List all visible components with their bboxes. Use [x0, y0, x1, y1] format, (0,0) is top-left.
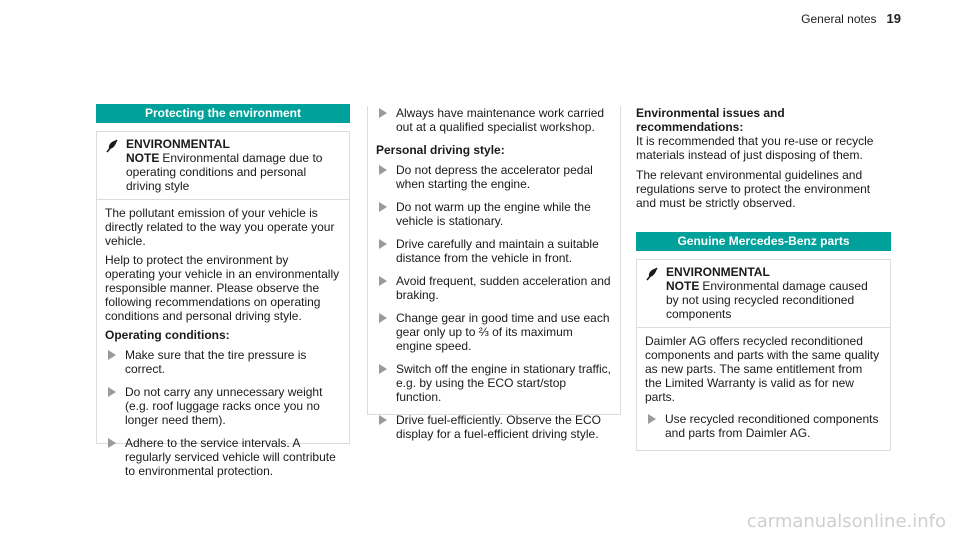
operating-conditions-heading: Operating conditions:: [105, 328, 230, 342]
bullet-arrow-icon: [108, 438, 116, 448]
bullet-arrow-icon: [379, 108, 387, 118]
note-text: Environmental damage due to operating conditions and personal driving style: [126, 151, 323, 193]
note-text: Environmental damage caused by not using recycled reconditioned components: [666, 279, 868, 321]
bullet-arrow-icon: [108, 387, 116, 397]
environment-icon: [105, 138, 119, 154]
paragraph: Help to protect the environment by operating your vehicle in an environmentally responsible manner. Please observe the following recommendations on operating conditions and personal driving style.: [105, 253, 340, 323]
section-title-genuine-parts: Genuine Mercedes-Benz parts: [636, 232, 891, 251]
bullet-arrow-icon: [379, 202, 387, 212]
column-b: [367, 104, 621, 441]
environmental-note-block: [636, 259, 891, 451]
personal-driving-style-heading: Personal driving style:: [376, 143, 505, 157]
bullet-arrow-icon: [648, 414, 656, 424]
list-item: Use recycled reconditioned components and parts from Daimler AG.: [645, 412, 882, 440]
header-section-title: General notes: [801, 12, 877, 26]
bullet-arrow-icon: [379, 313, 387, 323]
bullet-arrow-icon: [379, 276, 387, 286]
bullet-arrow-icon: [379, 415, 387, 425]
list-item: Make sure that the tire pressure is correct.: [105, 348, 341, 376]
environmental-note-continuation: [367, 106, 621, 441]
list-item: Do not warm up the engine while the vehicle is stationary.: [376, 200, 612, 228]
list-item: Change gear in good time and use each gear only up to ⅔ of its maximum engine speed.: [376, 311, 612, 353]
environmental-issues-section: [636, 106, 891, 210]
section-title-protecting-environment: Protecting the environment: [96, 104, 350, 123]
paragraph: The relevant environmental guidelines and regulations serve to protect the environment and must be strictly observed.: [636, 168, 871, 210]
list-item: Always have maintenance work carried out at a qualified specialist workshop.: [376, 106, 612, 134]
bullet-arrow-icon: [108, 350, 116, 360]
paragraph: It is recommended that you re-use or recycle materials instead of just disposing of them.: [636, 134, 874, 162]
page-number: 19: [886, 11, 901, 26]
bullet-arrow-icon: [379, 239, 387, 249]
list-item: Do not depress the accelerator pedal when starting the engine.: [376, 163, 612, 191]
bullet-arrow-icon: [379, 364, 387, 374]
note-body: [97, 199, 349, 495]
page-header: [801, 12, 901, 26]
list-item: Adhere to the service intervals. A regularly serviced vehicle will contribute to environmental protection.: [105, 436, 341, 478]
note-label: ENVIRONMENTAL NOTE: [666, 265, 770, 293]
paragraph: Daimler AG offers recycled reconditioned components and parts with the same quality as new parts. The same entitlement from the Limited Warranty is valid as for new parts.: [645, 334, 880, 404]
bullet-arrow-icon: [379, 165, 387, 175]
list-item: Switch off the engine in stationary traffic, e.g. by using the ECO start/stop function.: [376, 362, 612, 404]
column-c: [636, 106, 891, 451]
list-item: Do not carry any unnecessary weight (e.g. roof luggage racks once you no longer need them).: [105, 385, 341, 427]
note-label: ENVIRONMENTAL NOTE: [126, 137, 230, 165]
paragraph: The pollutant emission of your vehicle is directly related to the way you operate your vehicle.: [105, 206, 335, 248]
column-a: [96, 104, 350, 478]
note-body: [637, 327, 890, 450]
environmental-issues-heading: Environmental issues and recommendations:: [636, 106, 785, 134]
environmental-note-header: [97, 132, 349, 199]
watermark: carmanualsonline.info: [746, 511, 946, 532]
environmental-note-block: [96, 131, 350, 478]
environment-icon: [645, 266, 659, 282]
list-item: Avoid frequent, sudden acceleration and braking.: [376, 274, 612, 302]
list-item: Drive carefully and maintain a suitable distance from the vehicle in front.: [376, 237, 612, 265]
list-item: Drive fuel-efficiently. Observe the ECO display for a fuel-efficient driving style.: [376, 413, 612, 441]
environmental-note-header: [637, 260, 890, 327]
